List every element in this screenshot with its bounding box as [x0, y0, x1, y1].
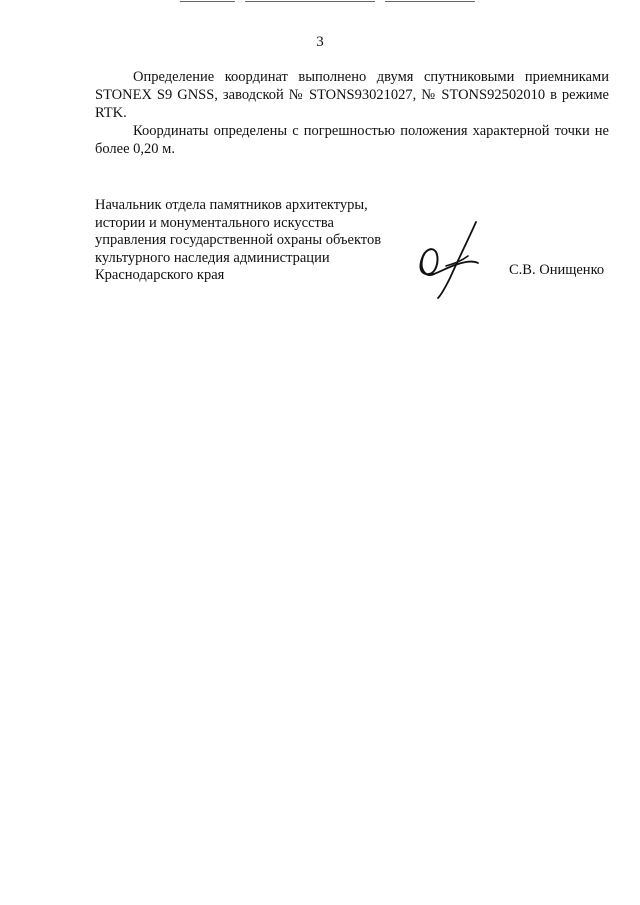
signatory-title-line: управления государственной охраны объектов	[95, 232, 382, 248]
scan-top-edge-marks	[160, 0, 480, 3]
signatory-title-line: Начальник отдела памятников архитектуры,	[95, 197, 368, 213]
handwritten-signature	[410, 216, 490, 300]
signatory-title-line: истории и монументального искусства	[95, 214, 334, 231]
document-body	[95, 68, 609, 158]
signatory-title-line: культурного наследия администрации	[95, 249, 330, 266]
paragraph-coordinates-method: Определение координат выполнено двумя спутниковыми приемниками STONEX S9 GNSS, заводской № STONS93021027, № STONS92502010 в режиме RTK.	[95, 69, 609, 121]
signer-name: С.В. Онищенко	[509, 262, 605, 278]
signatory-title-line: Краснодарского края	[95, 267, 225, 283]
paragraph-coordinates-accuracy: Координаты определены с погрешностью положения характерной точки не более 0,20 м.	[95, 123, 609, 157]
signatory-title	[95, 197, 395, 285]
page-number: 3	[316, 34, 324, 50]
